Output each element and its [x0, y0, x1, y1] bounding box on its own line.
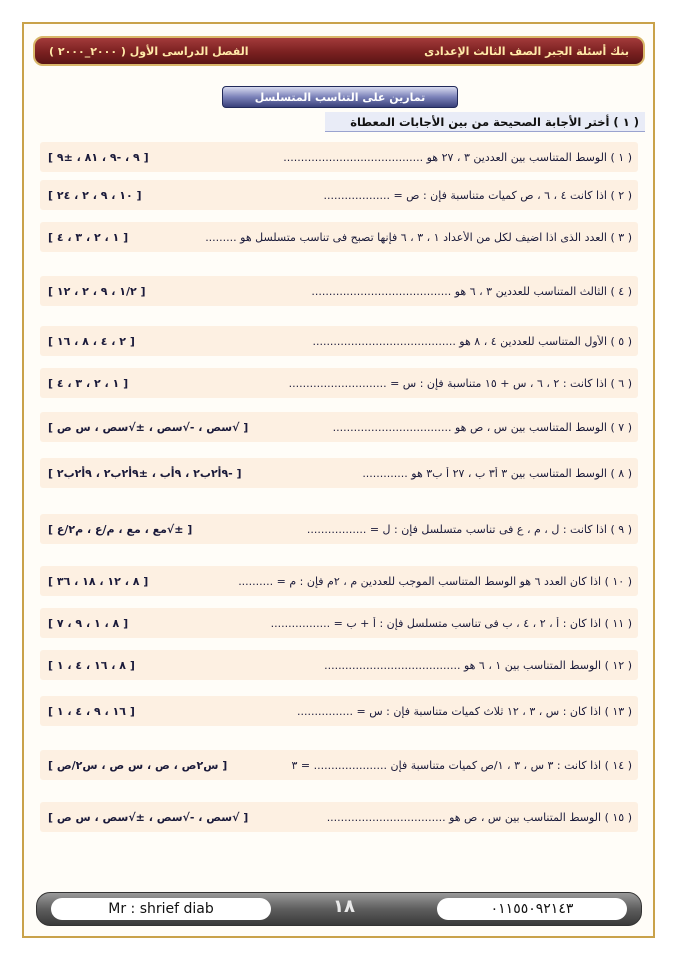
question-text: ( ١٠ ) اذا كان العدد ٦ هو الوسط المتناسب الموجب للعددين م ، ٢م فإن : م = ..........: [238, 574, 632, 588]
author-name: Mr : shrief diab: [108, 901, 214, 917]
answer-choices: [ √سص ، -√سص ، ±√سص ، س ص ]: [48, 810, 249, 824]
question-text: ( ٨ ) الوسط المتناسب بين ٣ أ٣ ب ، ٢٧ أ ب٣ هو .............: [362, 466, 632, 480]
section-title-banner: [222, 86, 458, 108]
question-text: ( ١٤ ) اذا كانت : ٣ س ، ٣ ، ١/ص كميات متناسبة فإن ..................... = ٣: [291, 758, 632, 772]
question-item: [40, 608, 638, 638]
page-number: ١٨: [333, 896, 355, 917]
question-item: [40, 458, 638, 488]
answer-choices: [ ٨ ، ١ ، ٩ ، ٧ ]: [48, 616, 129, 630]
question-text: ( ١٣ ) اذا كان : س ، ٣ ، ١٢ ثلاث كميات متناسبة فإن : س = ................: [297, 704, 632, 718]
question-text: ( ٥ ) الأول المتناسب للعددين ٤ ، ٨ هو .........................................: [312, 334, 632, 348]
answer-choices: [ √سص ، -√سص ، ±√سص ، س ص ]: [48, 420, 249, 434]
question-item: [40, 276, 638, 306]
answer-choices: [ ±√مع ، مع ، م/ع ، م٢/ع ]: [48, 522, 193, 536]
question-text: ( ٣ ) العدد الذى اذا اضيف لكل من الأعداد ١ ، ٣ ، ٦ فإنها تصبح فى تناسب متسلسل هو .........: [205, 230, 632, 244]
section-title: تمارين على التناسب المتسلسل: [254, 90, 426, 104]
answer-choices: [ ٢ ، ٤ ، ٨ ، ١٦ ]: [48, 334, 135, 348]
answer-choices: [ ٩ ، -٩ ، ٨١ ، ±٩ ]: [48, 150, 149, 164]
question-item: [40, 696, 638, 726]
answer-choices: [ -٩أ٢ب٢ ، ٩أب ، ±٩أ٢ب٢ ، ٩أ٢ب٢ ]: [48, 466, 242, 480]
answer-choices: [ ١ ، ٢ ، ٣ ، ٤ ]: [48, 230, 129, 244]
question-text: ( ١٢ ) الوسط المتناسب بين ١ ، ٦ هو .......................................: [324, 658, 632, 672]
answer-choices: [ ٨ ، ١٦ ، ٤ ، ١ ]: [48, 658, 135, 672]
question-text: ( ١٥ ) الوسط المتناسب بين س ، ص هو ..................................: [326, 810, 632, 824]
book-title: بنك أسئلة الجبر الصف الثالث الإعدادى: [424, 44, 629, 58]
question-heading-text: ( ١ ) أختر الأجابة الصحيحة من بين الأجابات المعطاة: [350, 114, 639, 129]
question-text: ( ١ ) الوسط المتناسب بين العددين ٣ ، ٢٧ هو ........................................: [283, 150, 632, 164]
question-text: ( ١١ ) اذا كان : أ ، ٢ ، ٤ ، ب فى تناسب متسلسل فإن : أ + ب = .................: [270, 616, 632, 630]
term-label: الفصل الدراسى الأول ( ٢٠٠٠_٢٠٠٠ ): [49, 44, 249, 58]
answer-choices: [ س٢ص ، ص ، س ص ، س٢/ص ]: [48, 758, 228, 772]
question-item: [40, 222, 638, 252]
question-item: [40, 368, 638, 398]
question-text: ( ٢ ) اذا كانت ٤ ، ٦ ، ص كميات متناسبة فإن : ص = ...................: [323, 188, 632, 202]
footer-bar: [36, 892, 642, 926]
question-item: [40, 566, 638, 596]
phone-pill: [437, 898, 627, 920]
question-item: [40, 514, 638, 544]
question-item: [40, 802, 638, 832]
answer-choices: [ ١/٢ ، ٩ ، ٢ ، ١٢ ]: [48, 284, 146, 298]
question-text: ( ٧ ) الوسط المتناسب بين س ، ص هو ..................................: [332, 420, 632, 434]
question-text: ( ٦ ) اذا كانت : ٢ ، ٦ ، س + ١٥ متناسبة فإن : س = ............................: [288, 376, 632, 390]
question-item: [40, 412, 638, 442]
question-item: [40, 142, 638, 172]
phone-number: ٠١١٥٥٠٩٢١٤٣: [490, 901, 574, 917]
header-banner: [33, 36, 645, 66]
answer-choices: [ ١٦ ، ٩ ، ٤ ، ١ ]: [48, 704, 135, 718]
question-item: [40, 326, 638, 356]
question-text: ( ٩ ) اذا كانت : ل ، م ، ع فى تناسب متسلسل فإن : ل = .................: [306, 522, 632, 536]
question-item: [40, 750, 638, 780]
question-item: [40, 650, 638, 680]
author-pill: [51, 898, 271, 920]
answer-choices: [ ١٠ ، ٩ ، ٢ ، ٢٤ ]: [48, 188, 142, 202]
question-text: ( ٤ ) الثالث المتناسب للعددين ٣ ، ٦ هو ........................................: [311, 284, 632, 298]
question-heading: [325, 112, 645, 132]
answer-choices: [ ٨ ، ١٢ ، ١٨ ، ٣٦ ]: [48, 574, 149, 588]
question-item: [40, 180, 638, 210]
answer-choices: [ ١ ، ٢ ، ٣ ، ٤ ]: [48, 376, 129, 390]
